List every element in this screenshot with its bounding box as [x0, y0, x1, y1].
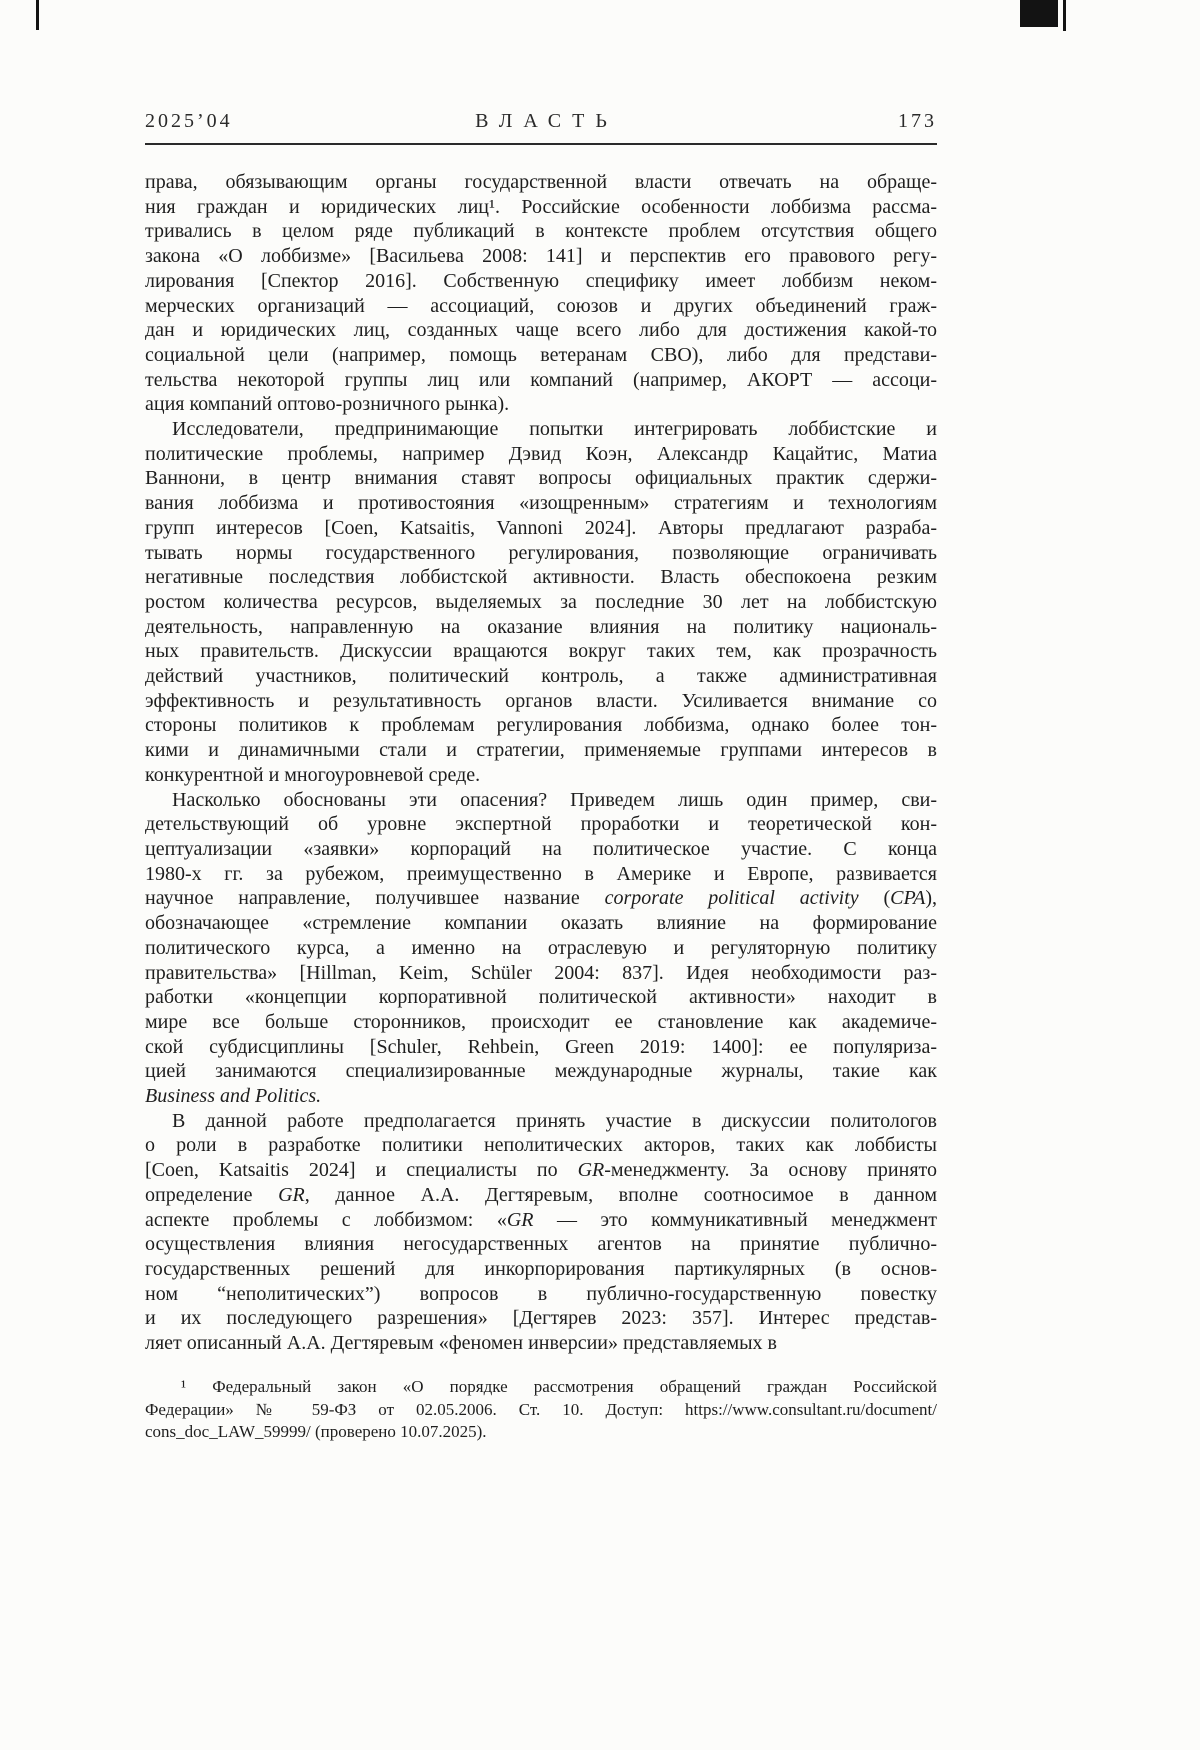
text-line: стороны политиков к проблемам регулирования лоббизма, однако более тон-: [145, 714, 937, 737]
text-line: действий участников, политический контроль, а также административная: [145, 665, 937, 688]
text-line: тривались в целом ряде публикаций в контексте проблем отсутствия общего: [145, 220, 937, 243]
text-line: правительства» [Hillman, Keim, Schüler 2004: 837]. Идея необходимости раз-: [145, 961, 937, 984]
text-line: ростом количества ресурсов, выделяемых за последние 30 лет на лоббистскую: [145, 590, 937, 613]
text-line: аспекте проблемы с лоббизмом: «GR — это коммуникативный менеджмент: [145, 1208, 937, 1231]
text-line: детельствующий об уровне экспертной проработки и теоретической кон-: [145, 813, 937, 836]
paragraph: [145, 1109, 937, 1356]
text-line: цептуализации «заявки» корпораций на политическое участие. С конца: [145, 837, 937, 860]
text-line: социальной цели (например, помощь ветеранам СВО), либо для представи-: [145, 343, 937, 366]
text-line: Исследователи, предпринимающие попытки интегрировать лоббистские и: [172, 418, 937, 441]
text-line: цией занимаются специализированные международные журналы, такие как: [145, 1060, 937, 1083]
text-line: мире все больше сторонников, происходит ее становление как академиче-: [145, 1010, 937, 1033]
text-line: вания лоббизма и противостояния «изощренным» стратегиям и технологиям: [145, 492, 937, 515]
text-line: обозначающее «стремление компании оказать влияние на формирование: [145, 912, 937, 935]
text-line: эффективность и результативность органов власти. Усиливается внимание со: [145, 689, 937, 712]
paragraph: [145, 788, 937, 1109]
text-line: тывать нормы государственного регулирования, позволяющие ограничивать: [145, 541, 937, 564]
crop-mark-top-right-square: [1020, 0, 1058, 27]
issue-label: 2025’04: [145, 110, 233, 132]
crop-mark-top-left: [36, 0, 39, 30]
crop-mark-top-right-line: [1063, 0, 1066, 31]
text-line: ляет описанный А.А. Дегтяревым «феномен инверсии» представляемых в: [145, 1332, 777, 1355]
text-line: Business and Politics.: [145, 1085, 322, 1108]
text-line: лирования [Спектор 2016]. Собственную специфику имеет лоббизм неком-: [145, 269, 937, 292]
text-line: ных правительств. Дискуссии вращаются вокруг таких тем, как прозрачность: [145, 640, 937, 663]
text-line: конкурентной и многоуровневой среде.: [145, 763, 481, 786]
text-line: права, обязывающим органы государственной власти отвечать на обраще-: [145, 171, 937, 193]
text-line: 1980-х гг. за рубежом, преимущественно в Америке и Европе, развивается: [145, 862, 937, 885]
text-line: и их последующего разрешения» [Дегтярев 2023: 357]. Интерес представ-: [145, 1307, 937, 1330]
text-line: дан и юридических лиц, созданных чаще всего либо для достижения какой-то: [145, 319, 937, 342]
text-line: тельства некоторой группы лиц или компаний (например, АКОРТ — ассоци-: [145, 368, 937, 391]
text-line: кими и динамичными стали и стратегии, применяемые группами интересов в: [145, 739, 937, 762]
text-line: ¹ Федеральный закон «О порядке рассмотрения обращений граждан Российской: [181, 1377, 937, 1396]
text-line: научное направление, получившее название corporate political activity (CPA),: [145, 887, 937, 910]
text-line: мерческих организаций — ассоциаций, союзов и других объединений граж-: [145, 294, 937, 317]
text-line: государственных решений для инкорпорирования партикулярных (в основ-: [145, 1257, 937, 1280]
text-line: негативные последствия лоббистской активности. Власть обеспокоена резким: [145, 566, 937, 589]
page-number: 173: [898, 110, 937, 132]
text-line: работки «концепции корпоративной политической активности» находит в: [145, 986, 937, 1009]
journal-title: ВЛАСТЬ: [475, 110, 618, 132]
text-line: о роли в разработке политики неполитических акторов, таких как лоббисты: [145, 1134, 937, 1157]
text-line: ация компаний оптово-розничного рынка).: [145, 393, 510, 416]
text-line: Насколько обоснованы эти опасения? Приведем лишь один пример, сви-: [172, 788, 937, 811]
article-body: [145, 170, 937, 1356]
footnote: [145, 1376, 937, 1444]
text-line: Федерации» № 59-ФЗ от 02.05.2006. Ст. 10. Доступ: https://www.consultant.ru/document/: [145, 1399, 937, 1419]
text-line: ном “неполитических”) вопросов в публично-государственную повестку: [145, 1282, 937, 1305]
text-line: В данной работе предполагается принять участие в дискуссии политологов: [172, 1109, 937, 1132]
text-line: определение GR, данное А.А. Дегтяревым, вполне соотносимое в данном: [145, 1183, 937, 1206]
text-line: ния граждан и юридических лиц¹. Российские особенности лоббизма рассма-: [145, 195, 937, 218]
text-line: деятельность, направленную на оказание влияния на политику националь-: [145, 615, 937, 638]
text-line: групп интересов [Coen, Katsaitis, Vannoni 2024]. Авторы предлагают разраба-: [145, 516, 937, 539]
paragraph: [145, 417, 937, 788]
text-line: политического курса, а именно на отраслевую и регуляторную политику: [145, 936, 937, 959]
paragraph: [145, 170, 937, 417]
text-line: cons_doc_LAW_59999/ (проверено 10.07.2025).: [145, 1422, 487, 1441]
text-line: политические проблемы, например Дэвид Коэн, Александр Кацайтис, Матиа: [145, 442, 937, 465]
header-rule: [145, 143, 937, 145]
text-line: закона «О лоббизме» [Васильева 2008: 141] и перспектив его правового регу-: [145, 245, 937, 268]
text-line: Ваннони, в центр внимания ставят вопросы официальных практик сдержи-: [145, 467, 937, 490]
text-line: ской субдисциплины [Schuler, Rehbein, Green 2019: 1400]: ее популяриза-: [145, 1035, 937, 1058]
text-line: [Coen, Katsaitis 2024] и специалисты по GR-менеджменту. За основу принято: [145, 1159, 937, 1182]
running-head: [145, 110, 937, 136]
text-line: осуществления влияния негосударственных агентов на принятие публично-: [145, 1233, 937, 1256]
